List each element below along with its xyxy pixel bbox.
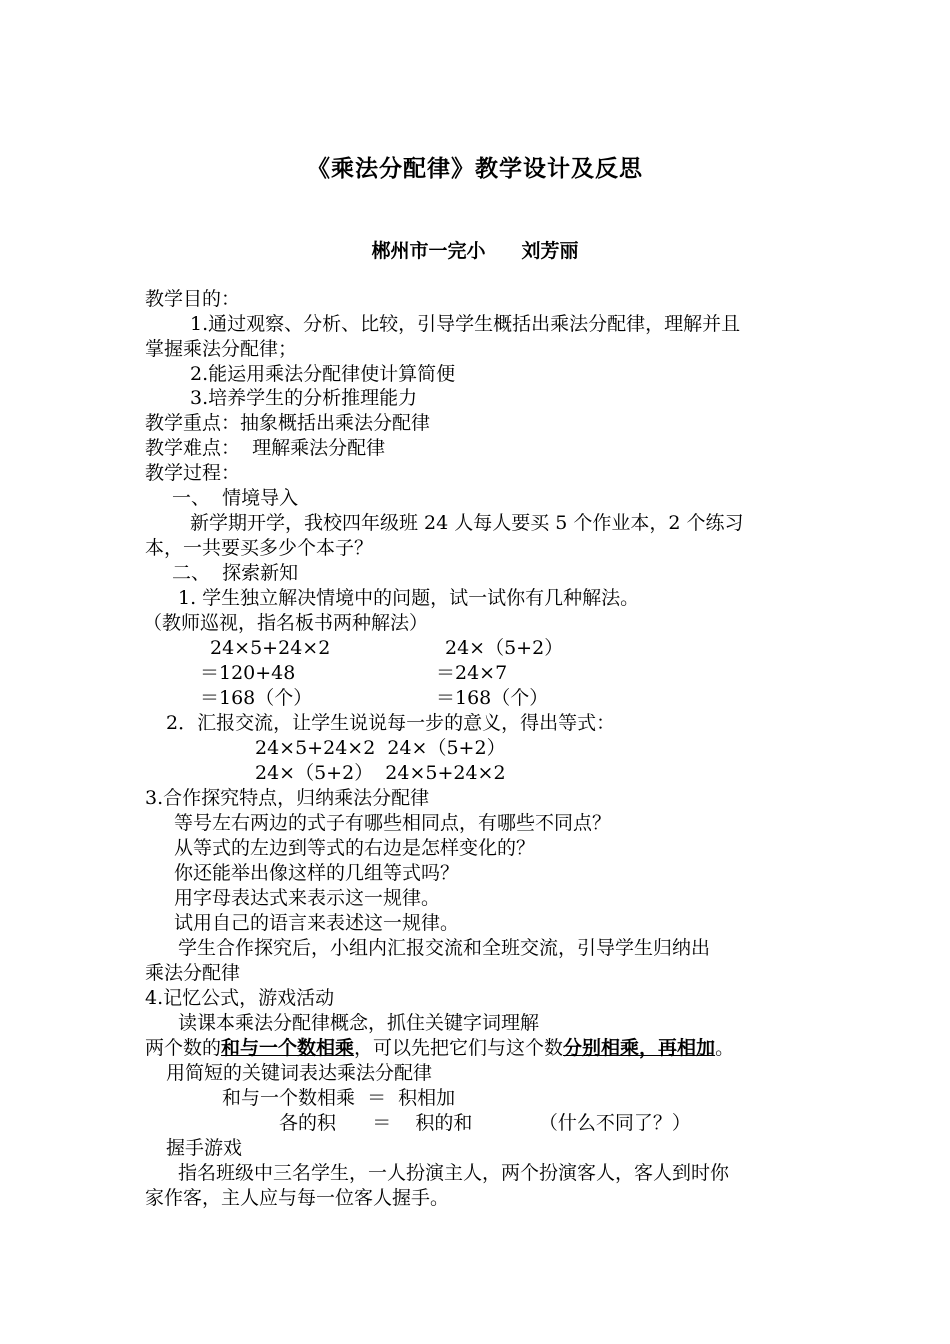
law-part-3: 。: [715, 1037, 735, 1059]
law-key-phrase-1: 和与一个数相乘: [221, 1037, 355, 1059]
key-point: 教学重点：抽象概括出乘法分配律: [145, 412, 431, 434]
brief-heading: 用简短的关键词表达乘法分配律: [166, 1062, 433, 1084]
author-line: [0, 236, 950, 263]
section-3-heading: 3.合作探究特点，归纳乘法分配律: [145, 787, 430, 809]
law-statement: [145, 1036, 734, 1061]
difficulty: 教学难点： 理解乘法分配律: [145, 437, 386, 459]
game-text-b: 家作客，主人应与每一位客人握手。: [145, 1187, 450, 1209]
calc-left-1: 24×5+24×2: [210, 637, 331, 659]
brief-line-2: 各的积 ＝ 积的和 （什么不同了？）: [279, 1112, 691, 1134]
calc-right-1: 24×（5+2）: [445, 637, 564, 659]
equation-1: 24×5+24×2 24×（5+2）: [255, 737, 506, 759]
goal-1-line-b: 掌握乘法分配律；: [145, 338, 298, 360]
goals-heading: 教学目的：: [145, 288, 241, 310]
section-1-text-b: 本，一共要买多少个本子？: [145, 537, 374, 559]
step-1-note: （教师巡视，指名板书两种解法）: [143, 612, 429, 634]
read-concept: 读课本乘法分配律概念，抓住关键字词理解: [178, 1012, 540, 1034]
step-1: 1. 学生独立解决情境中的问题，试一试你有几种解法。: [178, 587, 640, 609]
goal-2: 2.能运用乘法分配律使计算简便: [190, 363, 456, 385]
law-part-2: ，可以先把它们与这个数: [354, 1037, 564, 1059]
document-title: 《乘法分配律》教学设计及反思: [307, 156, 643, 182]
brief-line-1: 和与一个数相乘 ＝ 积相加: [222, 1087, 456, 1109]
section-1-text-a: 新学期开学，我校四年级班 24 人每人要买 5 个作业本，2 个练习: [190, 512, 744, 534]
game-heading: 握手游戏: [166, 1137, 243, 1159]
question-1: 等号左右两边的式子有哪些相同点，有哪些不同点？: [174, 812, 612, 834]
goal-3: 3.培养学生的分析推理能力: [190, 387, 418, 409]
author-school: 郴州市一完小: [371, 240, 486, 262]
step-2: 2．汇报交流，让学生说说每一步的意义，得出等式：: [166, 712, 616, 734]
section-1-heading: 一、 情境导入: [172, 487, 299, 509]
question-3: 你还能举出像这样的几组等式吗？: [174, 862, 460, 884]
game-text-a: 指名班级中三名学生，一人扮演主人，两个扮演客人，客人到时你: [178, 1162, 730, 1184]
section-3-summary-a: 学生合作探究后，小组内汇报交流和全班交流，引导学生归纳出: [178, 937, 711, 959]
law-part-1: 两个数的: [145, 1037, 222, 1059]
author-name: 刘芳丽: [521, 240, 579, 262]
question-5: 试用自己的语言来表述这一规律。: [174, 912, 460, 934]
goal-1-line-a: 1.通过观察、分析、比较，引导学生概括出乘法分配律，理解并且: [190, 313, 741, 335]
question-4: 用字母表达式来表示这一规律。: [174, 887, 441, 909]
question-2: 从等式的左边到等式的右边是怎样变化的？: [174, 837, 536, 859]
equation-2: 24×（5+2） 24×5+24×2: [255, 762, 506, 784]
calc-left-2: ＝120+48: [200, 662, 296, 684]
process-heading: 教学过程：: [145, 462, 241, 484]
section-2-heading: 二、 探索新知: [172, 562, 299, 584]
section-4-heading: 4.记忆公式，游戏活动: [145, 987, 335, 1009]
calc-right-2: ＝24×7: [436, 662, 508, 684]
section-3-summary-b: 乘法分配律: [145, 962, 241, 984]
law-key-phrase-2: 分别相乘，再相加: [563, 1037, 716, 1059]
calc-left-3: ＝168（个）: [200, 687, 313, 709]
calc-right-3: ＝168（个）: [436, 687, 549, 709]
